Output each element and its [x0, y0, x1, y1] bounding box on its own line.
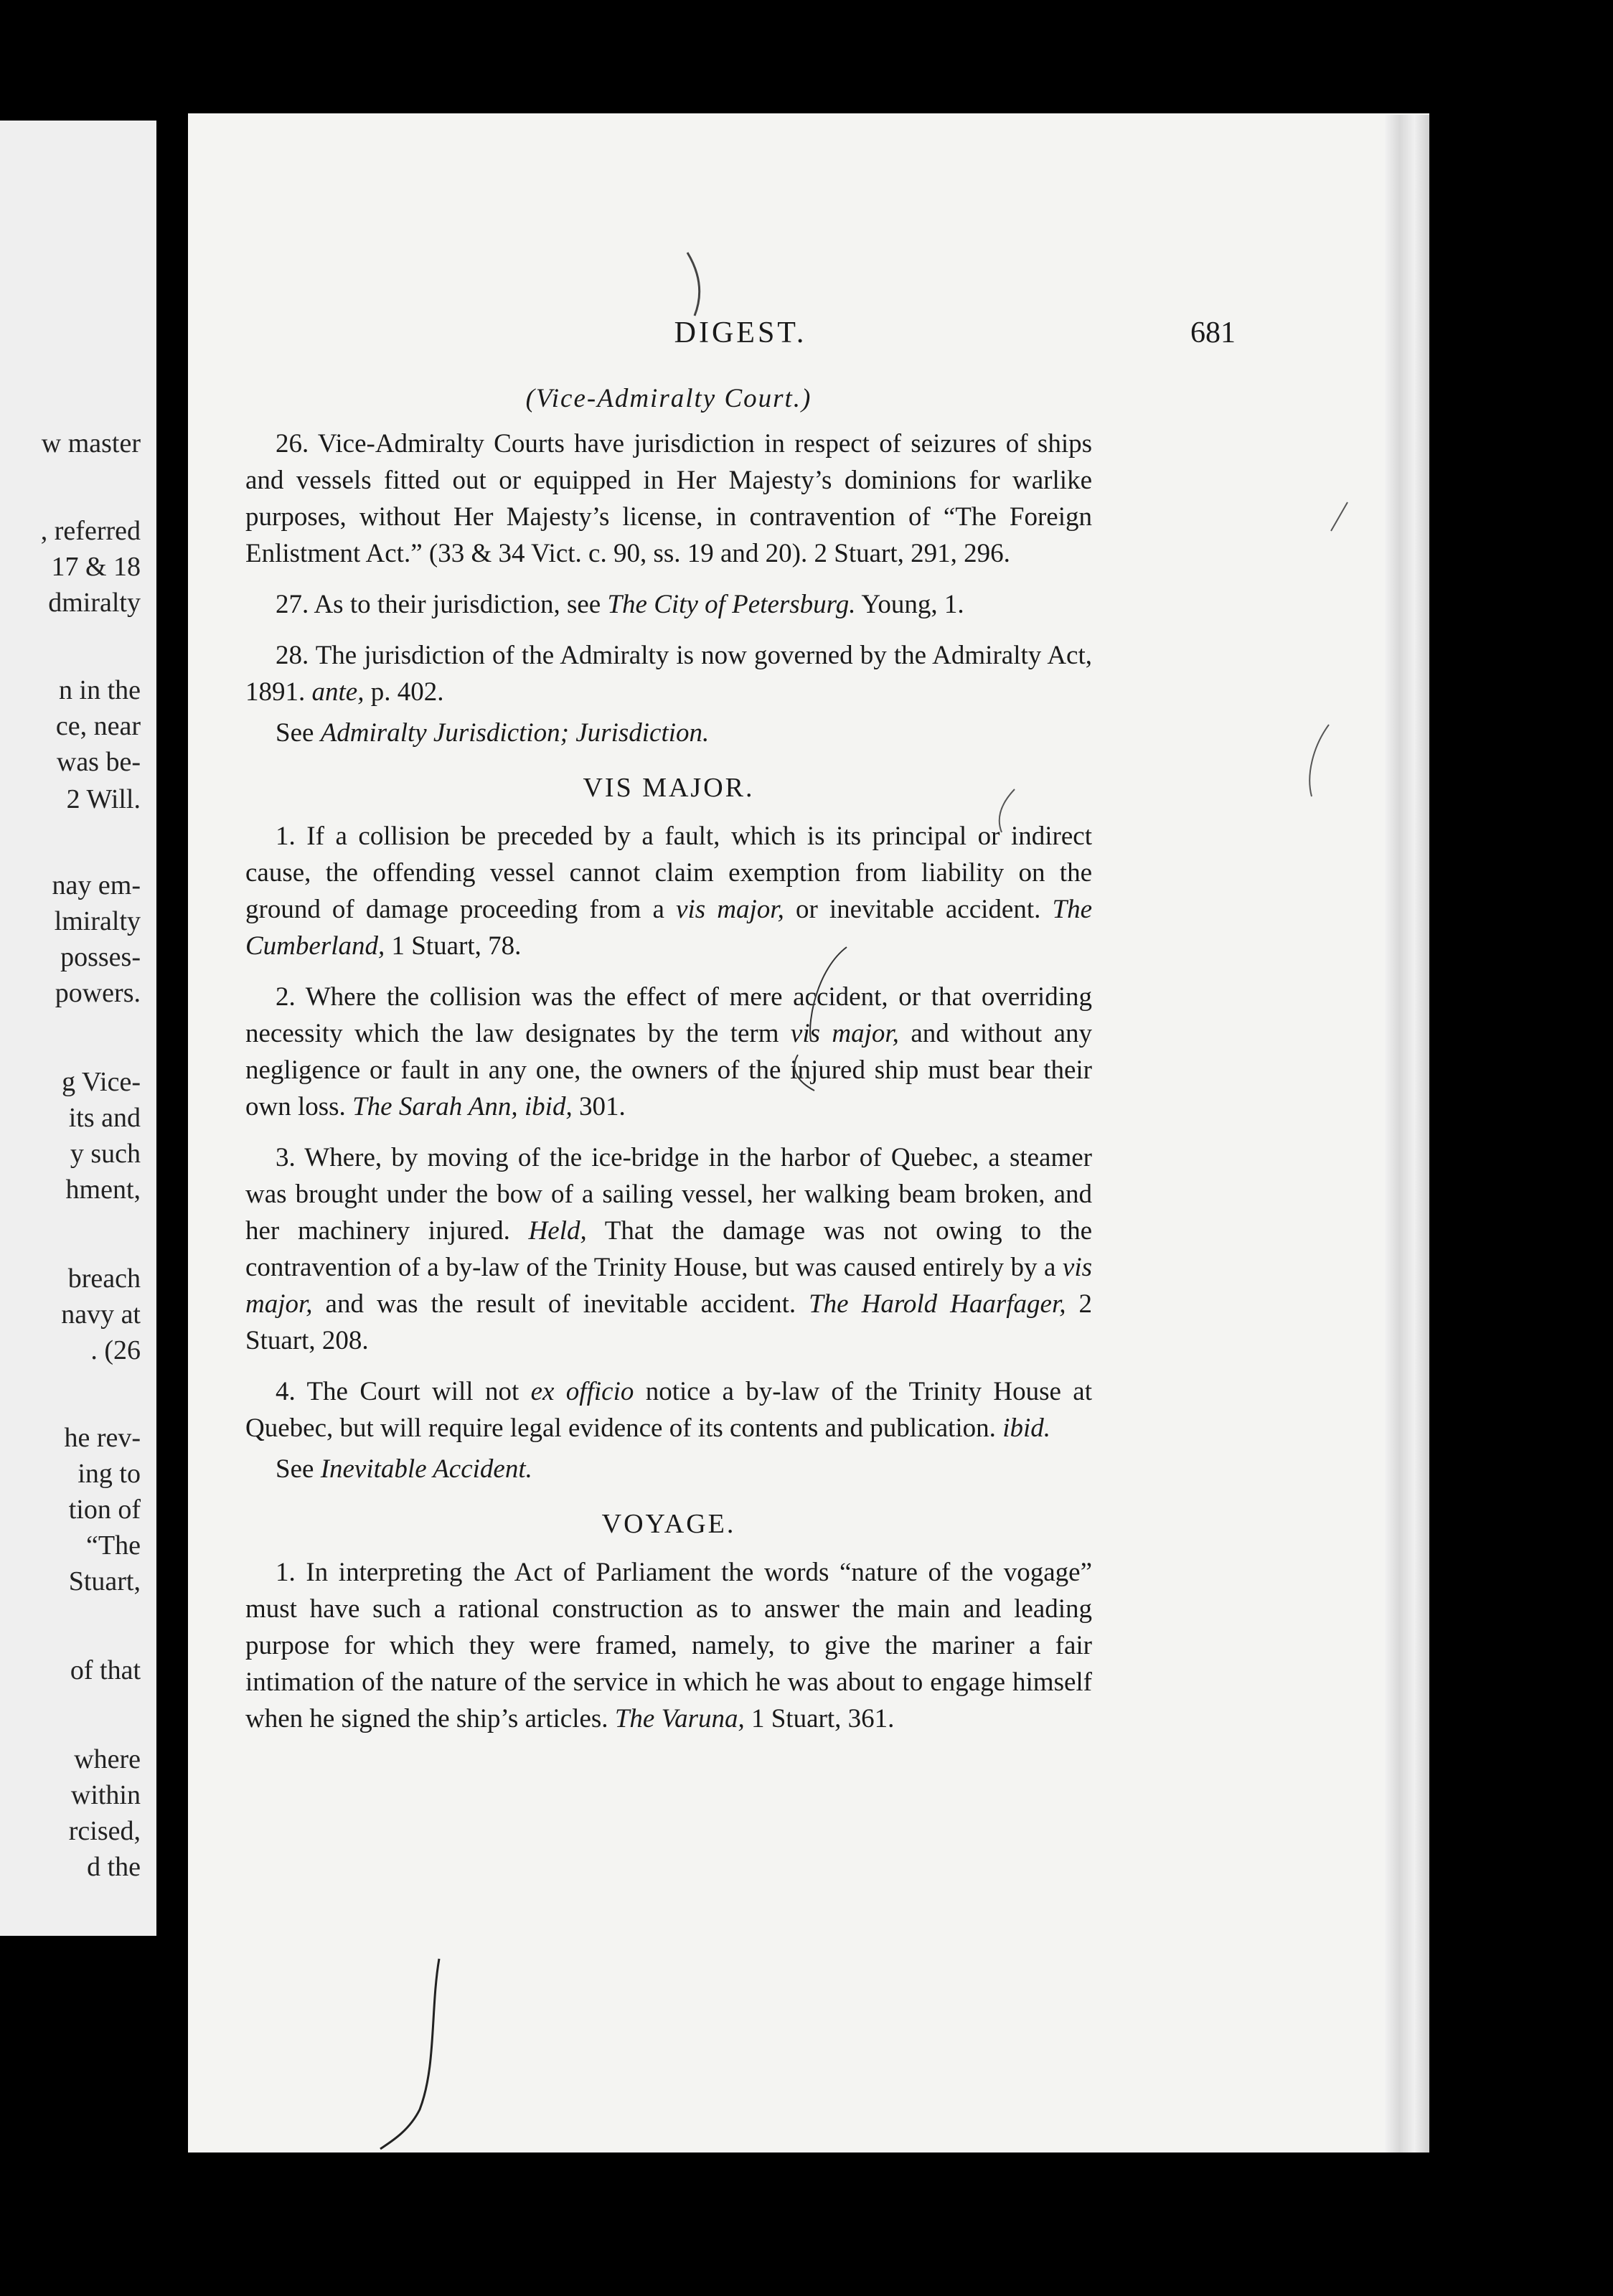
case-name: The Cumberland,	[245, 895, 1092, 961]
facing-page-text: g Vice-	[62, 1067, 141, 1097]
facing-page-text: navy at	[61, 1299, 141, 1330]
subheading-vice-admiralty: (Vice-Admiralty Court.)	[525, 384, 812, 413]
vis-major-entry-3: 3. Where, by moving of the ice-bridge in the harbor of Quebec, a steamer was brought under the bow of a sailing vessel, her walking beam broken, and her machinery injured. Held, That the damage was not owing to the contravention of a by-law of the Trinity House, but was caused entirely by a vis major, and was the result of inevitable accident. The Harold Haarfager, 2 Stuart, 208.	[245, 1143, 1093, 1355]
facing-page-text: y such	[70, 1139, 141, 1169]
facing-page-text: ing to	[77, 1459, 141, 1489]
facing-page-text: where	[74, 1744, 141, 1774]
facing-page-text: ce, near	[55, 711, 141, 741]
facing-page-fragment	[0, 121, 156, 1936]
vis-major-entry-4: 4. The Court will not ex officio notice a by-law of the Trinity House at Quebec, but will require legal evidence of its contents and publication. ibid.	[245, 1377, 1092, 1443]
facing-page-text: tion of	[68, 1495, 141, 1525]
facing-page-text: of that	[70, 1655, 141, 1685]
section-title-voyage: VOYAGE.	[601, 1509, 736, 1539]
facing-page-text: posses-	[60, 942, 141, 972]
case-name: The Sarah Ann, ibid,	[352, 1092, 573, 1121]
facing-page-text: nay em-	[52, 870, 141, 900]
running-head: DIGEST.	[674, 316, 807, 349]
entry-26: 26. Vice-Admiralty Courts have jurisdiction in respect of seizures of ships and vessels fitted out or equipped in Her Majesty’s dominions for warlike purposes, without Her Majesty’s license, in contravention of “The Foreign Enlistment Act.” (33 & 34 Vict. c. 90, ss. 19 and 20). 2 Stuart, 291, 296.	[245, 429, 1092, 568]
facing-page-text: rcised,	[68, 1816, 141, 1846]
page-edge	[1385, 115, 1429, 2152]
vis-major-entry-1: 1. If a collision be preceded by a fault, which is its principal or indirect cause, the offending vessel cannot claim exemption from liability on the ground of damage proceeding from a vis major, or inevitable accident. The Cumberland, 1 Stuart, 78.	[245, 822, 1092, 961]
entry-27: 27. As to their jurisdiction, see The City of Petersburg. Young, 1.	[276, 590, 964, 619]
facing-page-text: 2 Will.	[66, 784, 141, 814]
case-name: The Varuna,	[614, 1704, 745, 1733]
facing-page-text: was be-	[56, 747, 141, 777]
facing-page-text: hment,	[65, 1175, 141, 1205]
voyage-entry-1: 1. In interpreting the Act of Parliament the words “nature of the vogage” must have such a rational construction as to answer the main and leading purpose for which they were framed, namely, to give the mariner a fair intimation of the nature of the service in which he was about to engage himself when he signed the ship’s articles. The Varuna, 1 Stuart, 361.	[245, 1558, 1092, 1733]
facing-page-text: lmiralty	[54, 906, 141, 936]
page-header	[245, 316, 1236, 359]
page-number: 681	[1190, 316, 1236, 349]
facing-page-text: he rev-	[64, 1423, 141, 1453]
facing-page-text: . (26	[90, 1335, 141, 1365]
section-title-vis-major: VIS MAJOR.	[583, 773, 755, 803]
vis-major-entry-2: 2. Where the collision was the effect of mere accident, or that overriding necessity which the law designates by the term vis major, and without any negligence or fault in any one, the owners of the injured ship must bear their own loss. The Sarah Ann, ibid, 301.	[245, 982, 1092, 1121]
facing-page-text: breach	[67, 1264, 141, 1294]
see-also-inevitable-accident: See Inevitable Accident.	[276, 1454, 532, 1484]
book-gutter	[156, 100, 191, 1966]
case-name: The City of Petersburg.	[607, 590, 856, 619]
facing-page-text: its and	[68, 1103, 141, 1133]
page-body	[245, 380, 1092, 1751]
facing-page-text: w master	[41, 428, 141, 458]
facing-page-text: n in the	[59, 675, 141, 705]
entry-28: 28. The jurisdiction of the Admiralty is now governed by the Admiralty Act, 1891. ante, p. 402.	[245, 641, 1092, 707]
facing-page-text: “The	[86, 1530, 141, 1561]
see-also-admiralty: See Admiralty Jurisdiction; Jurisdiction.	[276, 718, 710, 748]
facing-page-text: , referred	[40, 516, 141, 546]
facing-page-text: within	[70, 1780, 141, 1810]
case-name: The Harold Haarfager,	[809, 1289, 1066, 1319]
facing-page-text: dmiralty	[48, 588, 141, 618]
facing-page-text: powers.	[55, 978, 141, 1008]
facing-page-text: d the	[87, 1852, 141, 1882]
facing-page-text: 17 & 18	[51, 552, 141, 582]
facing-page-text: Stuart,	[68, 1566, 141, 1596]
